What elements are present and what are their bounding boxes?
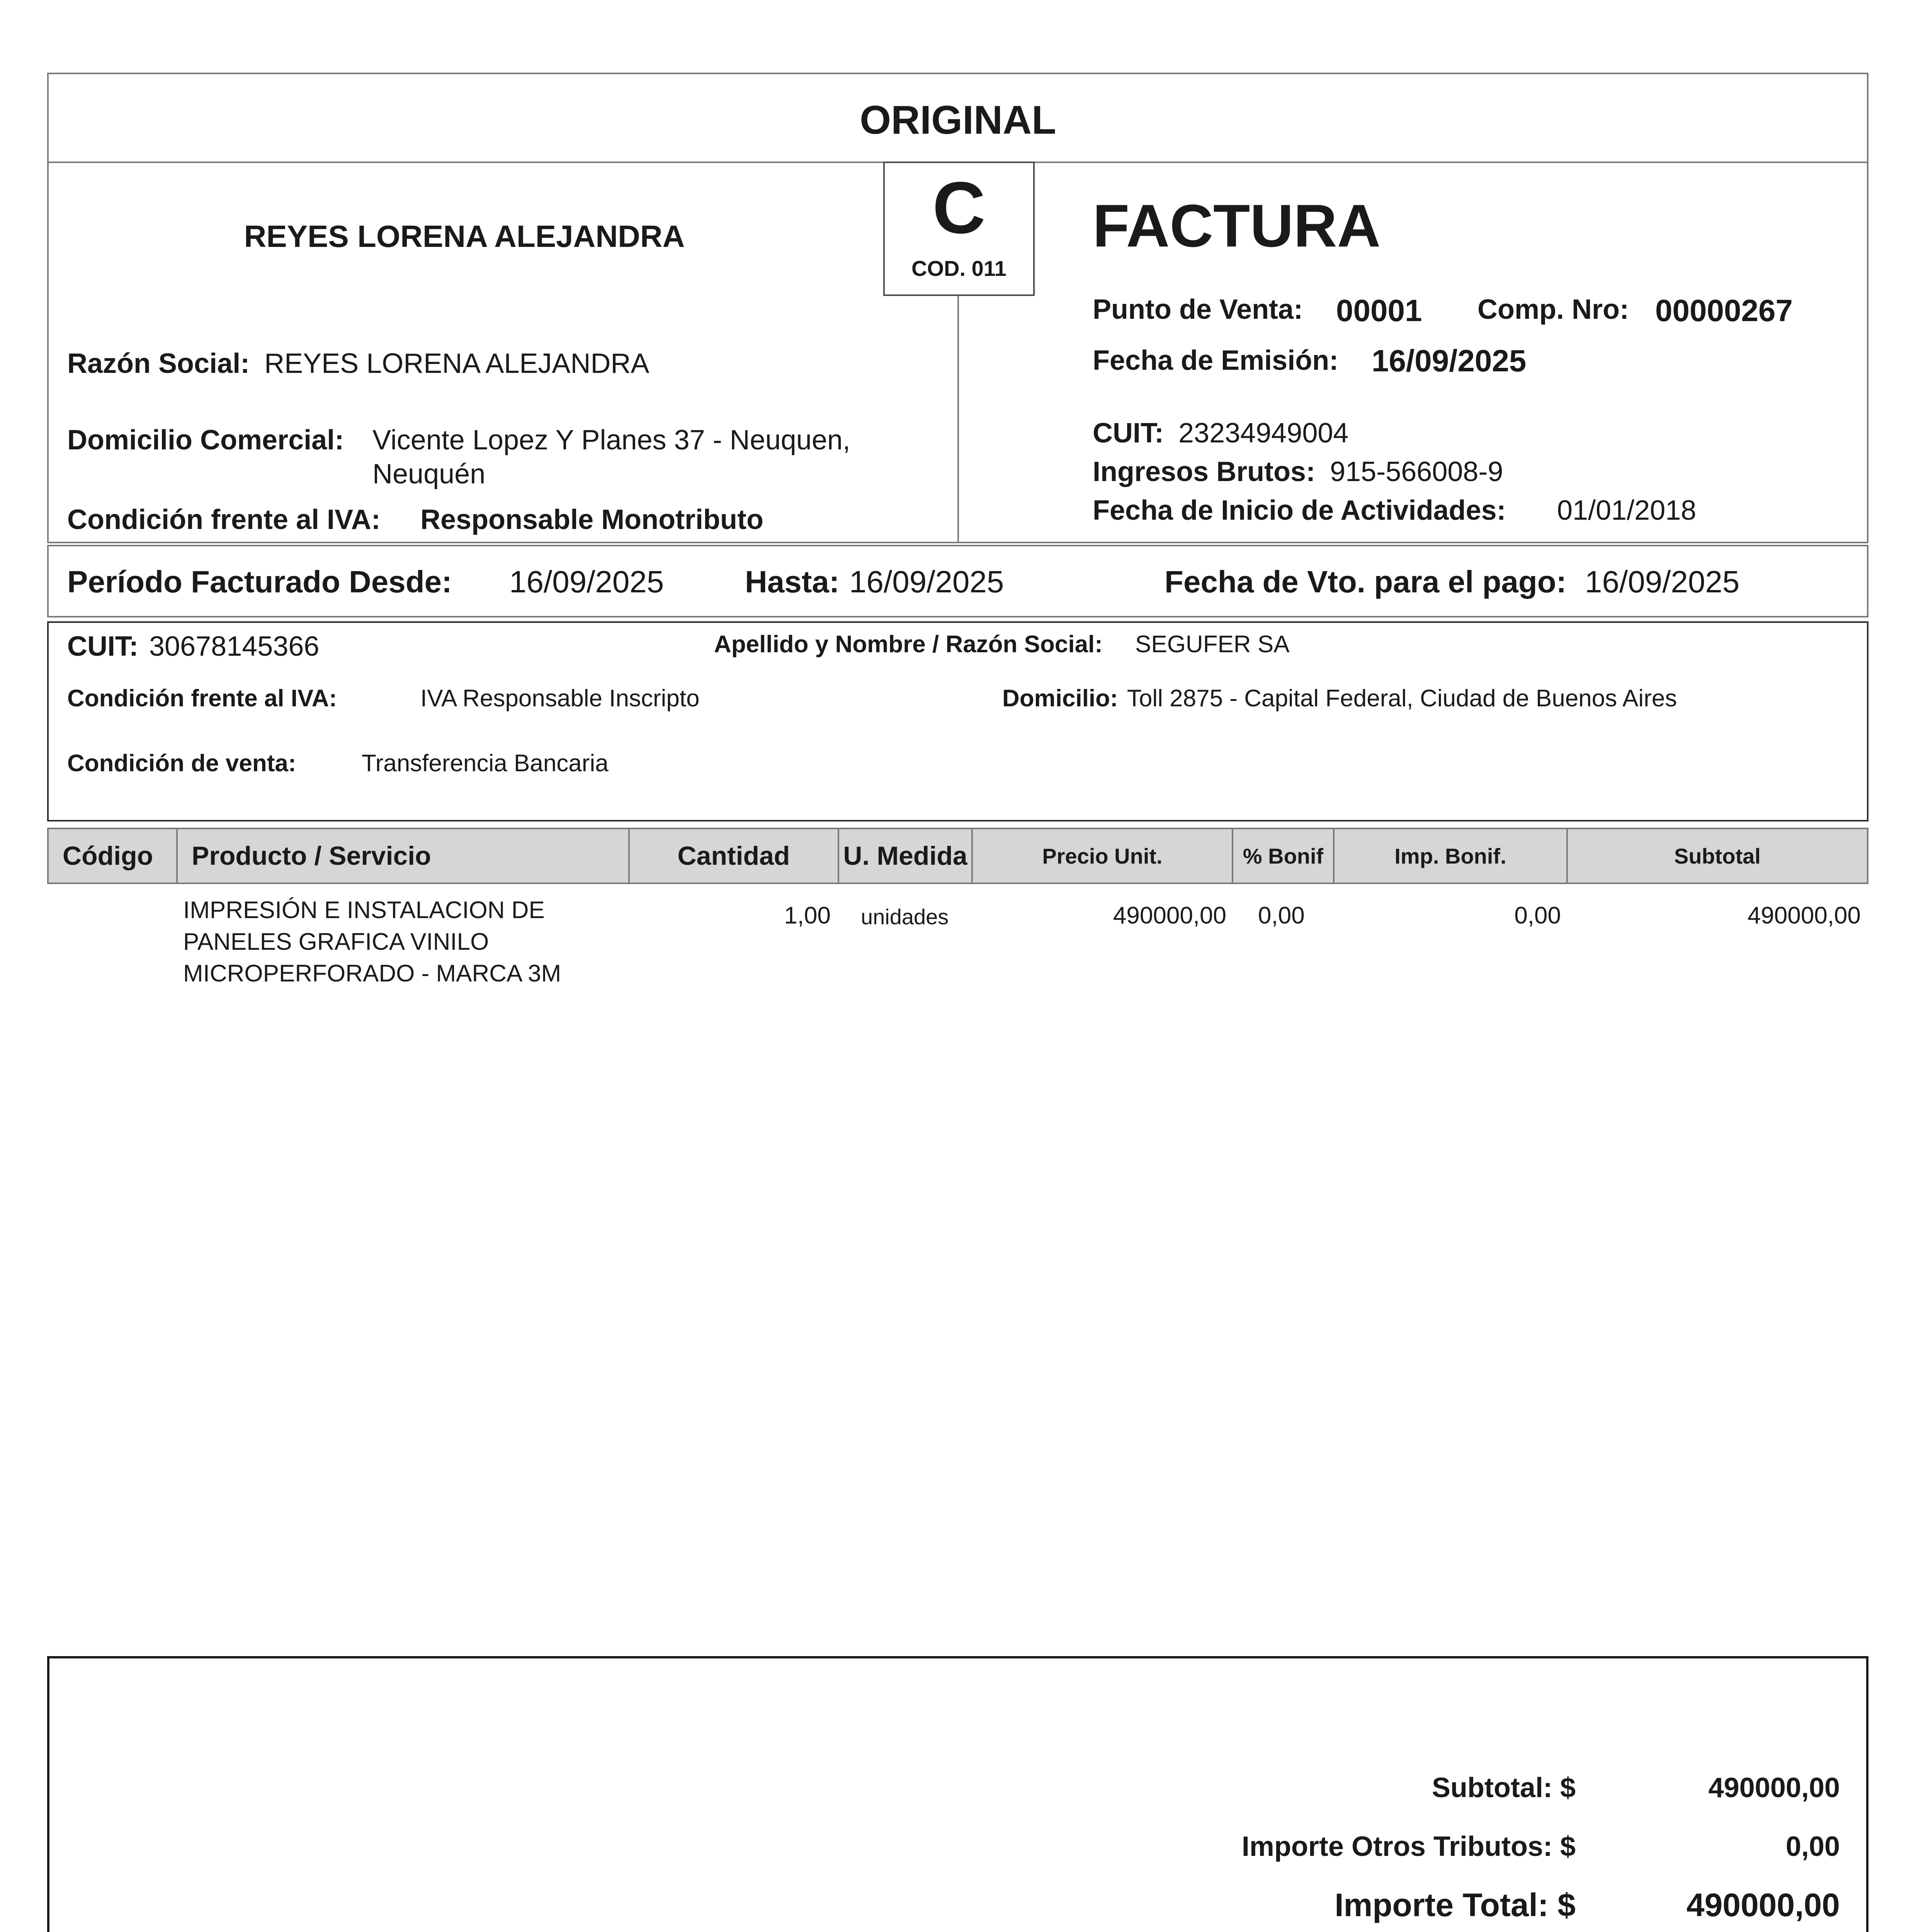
client-domicilio-value: Toll 2875 - Capital Federal, Ciudad de Buenos Aires	[1127, 685, 1677, 712]
ingresos-brutos	[1093, 456, 1503, 488]
issuer-razon-social	[67, 348, 649, 379]
client-cuit-label: CUIT:	[67, 631, 138, 662]
condicion-venta-value: Transferencia Bancaria	[362, 750, 609, 777]
th-codigo: Código	[47, 828, 178, 884]
copy-label: ORIGINAL	[860, 98, 1056, 143]
th-precio: Precio Unit.	[971, 828, 1233, 884]
issuer-cuit	[1093, 417, 1348, 449]
vto-pago-label: Fecha de Vto. para el pago:	[1165, 565, 1567, 599]
client-cuit	[67, 631, 319, 662]
issuer-cuit-value: 23234949004	[1178, 418, 1349, 449]
client-iva-value: IVA Responsable Inscripto	[420, 685, 700, 712]
header-vertical-divider	[957, 290, 959, 543]
domicilio-line1: Vicente Lopez Y Planes 37 - Neuquen,	[372, 425, 850, 456]
client-nombre-value: SEGUFER SA	[1135, 631, 1290, 658]
row-precio: 490000,00	[1113, 902, 1226, 929]
otros-tributos-value: 0,00	[1785, 1831, 1840, 1862]
ingresos-brutos-label: Ingresos Brutos:	[1093, 456, 1316, 487]
th-bonif-pct: % Bonif	[1232, 828, 1335, 884]
row-bonif-imp: 0,00	[1514, 902, 1561, 929]
periodo-hasta-label: Hasta:	[745, 565, 840, 599]
issuer-name: REYES LORENA ALEJANDRA	[244, 219, 685, 253]
invoice-type-code: COD. 011	[911, 256, 1006, 281]
domicilio-line2: Neuquén	[372, 459, 486, 490]
ingresos-brutos-value: 915-566008-9	[1330, 456, 1503, 487]
client-domicilio	[1002, 685, 1677, 712]
row-producto-line1: IMPRESIÓN E INSTALACION DE	[183, 897, 545, 923]
client-nombre-label: Apellido y Nombre / Razón Social:	[714, 631, 1103, 658]
issuer-cuit-label: CUIT:	[1093, 418, 1164, 449]
row-cantidad: 1,00	[784, 902, 831, 929]
subtotal-label: Subtotal: $	[1432, 1772, 1576, 1803]
issuer-iva-value: Responsable Monotributo	[420, 504, 763, 535]
comp-nro-label: Comp. Nro:	[1477, 294, 1629, 325]
comp-nro-value: 00000267	[1655, 293, 1793, 328]
periodo-desde-value: 16/09/2025	[509, 565, 664, 599]
row-unidad: unidades	[861, 905, 949, 929]
domicilio-label: Domicilio Comercial:	[67, 425, 344, 456]
client-cuit-value: 30678145366	[149, 631, 320, 662]
periodo-desde-label: Período Facturado Desde:	[67, 565, 452, 599]
otros-tributos-label: Importe Otros Tributos: $	[1241, 1831, 1576, 1862]
fecha-emision-value: 16/09/2025	[1372, 344, 1527, 378]
issuer-iva-label: Condición frente al IVA:	[67, 504, 381, 535]
periodo-hasta-value: 16/09/2025	[849, 565, 1004, 599]
invoice-title: FACTURA	[1093, 192, 1381, 260]
inicio-actividades-value: 01/01/2018	[1557, 495, 1697, 526]
th-unidad: U. Medida	[838, 828, 973, 884]
th-bonif-imp: Imp. Bonif.	[1333, 828, 1568, 884]
inicio-actividades-label: Fecha de Inicio de Actividades:	[1093, 495, 1506, 526]
row-producto-line2: PANELES GRAFICA VINILO	[183, 929, 489, 955]
total-value: 490000,00	[1686, 1887, 1840, 1923]
razon-social-value: REYES LORENA ALEJANDRA	[264, 348, 649, 379]
vto-pago-value: 16/09/2025	[1585, 565, 1740, 599]
punto-venta-label: Punto de Venta:	[1093, 294, 1303, 325]
row-producto-line3: MICROPERFORADO - MARCA 3M	[183, 960, 561, 987]
invoice-type-letter: C	[932, 167, 986, 249]
row-subtotal: 490000,00	[1747, 902, 1861, 929]
punto-venta-value: 00001	[1336, 293, 1422, 328]
row-bonif-pct: 0,00	[1258, 902, 1305, 929]
th-producto: Producto / Servicio	[176, 828, 630, 884]
razon-social-label: Razón Social:	[67, 348, 250, 379]
condicion-venta-label: Condición de venta:	[67, 750, 296, 777]
th-cantidad: Cantidad	[628, 828, 839, 884]
th-subtotal: Subtotal	[1566, 828, 1868, 884]
subtotal-value: 490000,00	[1708, 1772, 1840, 1803]
total-label: Importe Total: $	[1335, 1887, 1576, 1923]
fecha-emision-label: Fecha de Emisión:	[1093, 345, 1339, 376]
client-domicilio-label: Domicilio:	[1002, 685, 1118, 712]
client-iva-label: Condición frente al IVA:	[67, 685, 337, 712]
